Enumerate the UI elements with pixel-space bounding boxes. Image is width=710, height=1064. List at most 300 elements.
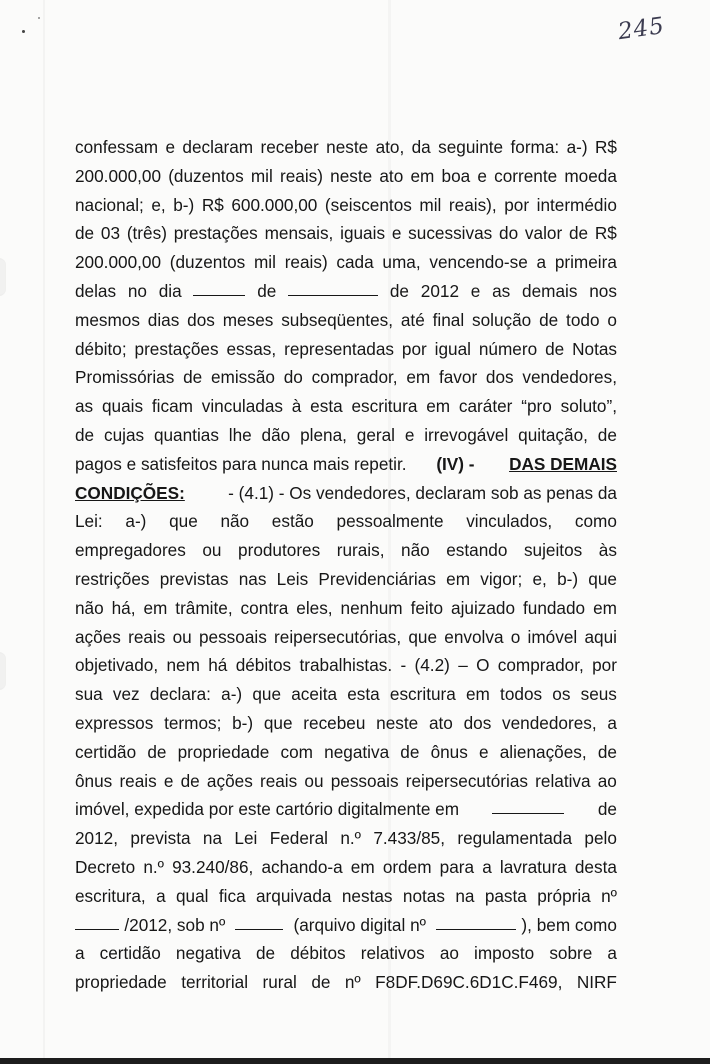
text-segment: arquivada xyxy=(256,885,332,906)
text-segment: e, xyxy=(151,194,166,215)
text-segment: pelo xyxy=(584,828,617,849)
text-segment: nestas xyxy=(341,885,393,906)
text-segment: número xyxy=(478,338,538,359)
text-line xyxy=(75,392,617,421)
text-line xyxy=(75,363,617,392)
text-segment: dão xyxy=(261,424,291,445)
text-segment: todos xyxy=(500,684,543,705)
text-segment: n.º xyxy=(340,828,361,849)
text-segment: seus xyxy=(580,684,617,705)
text-segment: sobre xyxy=(549,943,593,964)
text-segment: territorial xyxy=(181,972,249,993)
text-segment: - (4.1) - Os vendedores, declaram sob as penas da xyxy=(223,482,617,503)
text-line xyxy=(75,623,617,652)
text-segment: ônus xyxy=(75,770,113,791)
text-segment: escritura xyxy=(351,396,418,417)
text-segment: (duzentos xyxy=(168,165,244,186)
text-segment: de xyxy=(257,280,277,301)
text-segment: ações xyxy=(75,626,121,647)
text-segment: quitação, xyxy=(518,424,588,445)
text-segment: (4.2) xyxy=(414,655,450,676)
text-segment: ato, xyxy=(375,137,405,157)
text-segment: igual xyxy=(434,338,471,359)
text-segment: a xyxy=(482,856,492,877)
text-line xyxy=(75,968,617,997)
text-segment: “pro xyxy=(521,396,552,417)
text-segment: confessam xyxy=(75,137,159,157)
text-segment: pasta xyxy=(484,885,527,906)
text-segment: sujeitos xyxy=(523,540,583,561)
text-segment: esta xyxy=(347,684,380,705)
text-segment: em xyxy=(410,165,435,186)
text-segment: recebeu xyxy=(303,712,366,733)
text-segment: até xyxy=(400,309,425,330)
text-segment: regulamentada xyxy=(457,828,573,849)
text-line xyxy=(75,248,617,277)
text-segment: e xyxy=(163,770,174,791)
text-segment: por xyxy=(592,655,617,676)
text-segment: as xyxy=(492,280,511,301)
text-segment: certidão xyxy=(75,741,137,762)
text-segment: e xyxy=(477,165,487,186)
text-segment: ao xyxy=(439,943,459,964)
text-segment: de xyxy=(568,223,589,244)
text-line xyxy=(75,853,617,882)
handwritten-folio-number: 245 xyxy=(616,12,667,46)
text-segment: com xyxy=(280,741,313,762)
text-segment: dos xyxy=(485,367,514,388)
text-segment: que xyxy=(588,568,617,589)
text-segment: contra xyxy=(240,597,289,618)
text-segment: quais xyxy=(101,396,144,417)
text-segment: reais), xyxy=(448,194,497,215)
text-segment: eles, xyxy=(296,597,333,618)
text-segment: como xyxy=(574,511,617,532)
text-segment: própria xyxy=(537,885,591,906)
text-segment: intermédio xyxy=(536,194,617,215)
text-segment: Promissórias xyxy=(75,367,175,388)
text-segment: pagos e satisfeitos para nunca mais repetir. xyxy=(75,453,407,474)
text-segment: imóvel, expedida por este cartório digitalmente em xyxy=(75,799,460,820)
text-line xyxy=(75,536,617,565)
text-segment: a xyxy=(536,252,547,273)
text-line xyxy=(75,594,617,623)
text-segment: boa xyxy=(441,165,471,186)
text-line xyxy=(75,565,617,594)
text-line xyxy=(75,911,617,940)
text-segment: débitos xyxy=(235,655,292,676)
text-segment: qual xyxy=(176,885,209,906)
text-segment: subseqüentes, xyxy=(281,309,394,330)
text-segment: para xyxy=(439,856,475,877)
text-segment: trabalhistas. xyxy=(299,655,393,676)
text-segment: irrevogável xyxy=(424,424,509,445)
text-segment: demais xyxy=(522,280,578,301)
text-segment: nenhum xyxy=(340,597,403,618)
text-segment: na xyxy=(455,885,475,906)
text-segment: prestações xyxy=(134,338,219,359)
text-segment: nº xyxy=(344,972,361,993)
text-segment: solução xyxy=(471,309,532,330)
text-segment: de xyxy=(389,280,409,301)
text-segment: reais xyxy=(119,770,157,791)
text-segment: dia xyxy=(158,280,182,301)
deed-body-text xyxy=(75,133,617,997)
text-segment: mensais, xyxy=(264,223,334,244)
text-segment: de xyxy=(75,424,95,445)
text-segment: não xyxy=(401,540,430,561)
ink-speck xyxy=(22,30,25,33)
text-line xyxy=(75,939,617,968)
text-segment: em xyxy=(593,597,617,618)
text-line xyxy=(75,421,617,450)
text-segment: mesmos xyxy=(75,309,140,330)
text-segment: mil xyxy=(250,165,273,186)
text-segment: não xyxy=(220,511,250,532)
text-segment: 7.433/85, xyxy=(373,828,446,849)
fill-in-blank xyxy=(75,911,119,930)
text-segment: dias xyxy=(147,309,180,330)
text-segment: final xyxy=(432,309,465,330)
text-segment: quantias xyxy=(153,424,219,445)
text-segment: 2012, xyxy=(75,828,119,849)
text-segment: Previdenciárias xyxy=(318,568,436,589)
text-segment: representadas xyxy=(284,338,394,359)
text-segment: ordem xyxy=(382,856,432,877)
text-segment: pessoais xyxy=(330,770,399,791)
fill-in-blank xyxy=(288,277,378,296)
text-segment: a xyxy=(607,943,617,964)
text-line xyxy=(75,133,617,162)
text-segment: geral xyxy=(356,424,395,445)
text-line xyxy=(75,306,617,335)
text-segment: reais) xyxy=(280,165,323,186)
text-segment: a xyxy=(607,712,617,733)
text-segment: negativa xyxy=(324,741,390,762)
text-segment: 200.000,00 xyxy=(75,252,162,273)
text-segment: sucessivas xyxy=(408,223,493,244)
text-segment: que xyxy=(408,626,438,647)
text-segment: estando xyxy=(446,540,508,561)
text-segment: produtores xyxy=(238,540,321,561)
text-segment: receber xyxy=(260,137,319,157)
text-segment: propriedade xyxy=(75,972,167,993)
text-segment: aceita xyxy=(291,684,338,705)
text-segment: escritura xyxy=(389,684,456,705)
text-segment: débito; xyxy=(75,338,127,359)
text-segment: emissão xyxy=(210,367,275,388)
text-segment: vendedores, xyxy=(502,712,597,733)
text-segment: a-) xyxy=(125,511,147,532)
text-segment: em xyxy=(406,367,431,388)
text-segment: restrições xyxy=(75,568,150,589)
text-segment: imóvel xyxy=(527,626,578,647)
text-segment: - xyxy=(400,655,407,676)
text-segment: forma: xyxy=(510,137,560,157)
text-line xyxy=(75,479,617,508)
text-segment: a xyxy=(75,943,85,964)
scan-bottom-edge xyxy=(0,1058,710,1064)
text-segment: ações xyxy=(206,770,253,791)
text-segment: de xyxy=(311,972,331,993)
text-segment: há xyxy=(208,655,228,676)
text-segment: n.º xyxy=(143,856,164,877)
text-segment: delas xyxy=(75,280,117,301)
text-segment: não xyxy=(75,597,104,618)
text-segment: pessoais xyxy=(198,626,267,647)
text-segment: dos xyxy=(187,309,215,330)
text-segment: (IV) - xyxy=(436,453,480,474)
text-segment: b-) xyxy=(557,568,579,589)
text-segment: rural xyxy=(262,972,297,993)
text-segment: ou xyxy=(172,626,192,647)
text-segment: corrente xyxy=(494,165,558,186)
text-segment: de xyxy=(183,367,203,388)
text-segment: e xyxy=(391,223,402,244)
text-segment: do xyxy=(499,223,519,244)
text-line xyxy=(75,507,617,536)
text-segment: ficam xyxy=(151,396,193,417)
text-segment: NIRF xyxy=(576,972,617,993)
text-segment: ajuizado xyxy=(451,597,516,618)
text-segment: débitos xyxy=(290,943,346,964)
text-segment: no xyxy=(127,280,147,301)
text-segment: de xyxy=(255,943,276,964)
text-line xyxy=(75,219,617,248)
text-segment: imposto xyxy=(474,943,535,964)
text-segment: seguinte xyxy=(438,137,504,157)
text-segment: vendedores, xyxy=(522,367,617,388)
text-line xyxy=(75,335,617,364)
text-segment: termos; xyxy=(164,712,222,733)
text-segment: que xyxy=(263,712,293,733)
text-segment: o xyxy=(607,309,617,330)
text-line xyxy=(75,795,617,824)
text-segment: lavratura xyxy=(499,856,567,877)
text-segment: (três) xyxy=(126,223,167,244)
text-segment: R$ xyxy=(201,194,224,215)
text-segment: as xyxy=(75,396,94,417)
text-segment: uma, xyxy=(382,252,421,273)
text-segment: ou xyxy=(304,770,324,791)
text-segment: relativos xyxy=(360,943,425,964)
text-segment: de xyxy=(545,338,565,359)
text-segment: a-) xyxy=(566,137,588,157)
text-segment: 200.000,00 xyxy=(75,165,162,186)
text-segment: dos xyxy=(463,712,492,733)
text-line xyxy=(75,680,617,709)
text-segment: R$ xyxy=(594,223,617,244)
text-segment: todo xyxy=(566,309,600,330)
text-line xyxy=(75,882,617,911)
text-segment: reais xyxy=(259,770,298,791)
text-segment: achando-a xyxy=(261,856,343,877)
text-segment: vez xyxy=(112,684,140,705)
text-segment: comprador, xyxy=(497,655,584,676)
text-segment: Decreto xyxy=(75,856,136,877)
text-segment: previstas xyxy=(159,568,229,589)
fill-in-blank xyxy=(193,277,245,296)
text-segment: O xyxy=(476,655,490,676)
text-segment: nº xyxy=(601,885,617,906)
text-segment: ato xyxy=(428,712,453,733)
section-heading-text: CONDIÇÕES: xyxy=(75,482,185,503)
ink-speck xyxy=(38,17,40,19)
text-segment: fundado xyxy=(522,597,586,618)
text-line xyxy=(75,767,617,796)
text-segment: envolva xyxy=(444,626,504,647)
text-segment: nacional; xyxy=(75,194,144,215)
text-segment: aqui xyxy=(584,626,617,647)
text-segment: neste xyxy=(326,137,369,157)
text-segment: prestações xyxy=(173,223,258,244)
text-segment: primeira xyxy=(554,252,617,273)
text-segment: moeda xyxy=(564,165,617,186)
text-segment: e xyxy=(470,280,481,301)
text-segment: favor xyxy=(438,367,478,388)
text-segment: de xyxy=(180,770,200,791)
text-segment: em xyxy=(426,396,451,417)
text-segment: 600.000,00 xyxy=(231,194,318,215)
text-segment: cada xyxy=(336,252,374,273)
text-segment: reais xyxy=(128,626,166,647)
text-segment: em xyxy=(143,597,168,618)
text-segment: Leis xyxy=(276,568,309,589)
binder-hole-bottom xyxy=(0,652,6,690)
text-segment: que xyxy=(169,511,198,532)
text-segment: por xyxy=(401,338,427,359)
text-line xyxy=(75,651,617,680)
text-segment: vigor; xyxy=(480,568,523,589)
text-segment: há, xyxy=(111,597,136,618)
text-segment: mil xyxy=(419,194,442,215)
text-segment: Lei xyxy=(234,828,258,849)
text-segment: de xyxy=(597,424,617,445)
text-segment: empregadores xyxy=(75,540,186,561)
text-segment: trâmite, xyxy=(175,597,233,618)
text-segment: o xyxy=(510,626,521,647)
text-segment: de xyxy=(75,223,95,244)
text-segment: vinculadas xyxy=(201,396,283,417)
text-segment: certidão xyxy=(99,943,161,964)
text-segment: rurais, xyxy=(336,540,385,561)
text-segment: esta xyxy=(310,396,343,417)
text-segment: a-) xyxy=(221,684,243,705)
text-segment: objetivado, xyxy=(75,655,159,676)
text-segment: neste xyxy=(376,712,419,733)
text-segment: meses xyxy=(222,309,274,330)
text-segment: declaram xyxy=(182,137,254,157)
text-segment: ou xyxy=(202,540,222,561)
text-segment: ato xyxy=(379,165,404,186)
text-segment: ao xyxy=(597,770,617,791)
text-segment: e, xyxy=(532,568,547,589)
text-segment: reais) xyxy=(284,252,328,273)
text-line xyxy=(75,824,617,853)
text-segment: plena, xyxy=(300,424,347,445)
text-segment: de xyxy=(539,309,559,330)
scan-fold-shadow-left xyxy=(43,0,45,1064)
text-line xyxy=(75,738,617,767)
text-line xyxy=(75,162,617,191)
text-segment: às xyxy=(598,540,617,561)
text-segment: ), bem como xyxy=(521,914,617,935)
text-segment: neste xyxy=(330,165,373,186)
section-heading-text: DAS DEMAIS xyxy=(509,453,617,474)
text-segment: ônus xyxy=(430,741,468,762)
text-segment: 03 xyxy=(100,223,121,244)
text-segment: nem xyxy=(166,655,200,676)
text-segment: propriedade xyxy=(177,741,270,762)
text-segment: da xyxy=(411,137,431,157)
text-segment: soluto”, xyxy=(560,396,617,417)
text-segment: estão xyxy=(271,511,314,532)
text-segment: que xyxy=(252,684,282,705)
text-line xyxy=(75,191,617,220)
text-segment: F8DF.D69C.6D1C.F469, xyxy=(375,972,563,993)
text-segment: R$ xyxy=(594,137,617,157)
text-segment: e xyxy=(479,741,489,762)
text-segment: essas, xyxy=(226,338,277,359)
binder-hole-top xyxy=(0,258,6,296)
text-segment: desta xyxy=(574,856,617,877)
text-segment: – xyxy=(458,655,468,676)
fill-in-blank xyxy=(436,911,516,930)
text-segment: vinculados, xyxy=(466,511,553,532)
text-segment: lhe xyxy=(228,424,252,445)
text-segment: os xyxy=(552,684,571,705)
text-segment: na xyxy=(202,828,223,849)
text-segment: Federal xyxy=(269,828,328,849)
text-segment: prevista xyxy=(130,828,191,849)
text-segment: feito xyxy=(410,597,444,618)
text-segment: vencendo-se xyxy=(429,252,528,273)
text-segment: fica xyxy=(218,885,246,906)
text-segment: notas xyxy=(402,885,445,906)
text-segment: relativa xyxy=(535,770,591,791)
text-line xyxy=(75,450,617,479)
text-segment: de xyxy=(597,741,617,762)
text-segment: sua xyxy=(75,684,103,705)
text-segment: comprador, xyxy=(311,367,398,388)
text-segment: alienações, xyxy=(499,741,587,762)
text-segment: a xyxy=(156,885,166,906)
text-segment: e xyxy=(165,137,176,157)
text-segment: negativa xyxy=(175,943,241,964)
text-segment: (arquivo digital nº xyxy=(288,914,431,935)
text-segment: /2012, sob nº xyxy=(124,914,231,935)
text-line xyxy=(75,277,617,306)
text-segment: à xyxy=(291,396,302,417)
text-segment: expressos xyxy=(75,712,154,733)
text-segment: (duzentos xyxy=(169,252,246,273)
text-segment: 93.240/86, xyxy=(172,856,254,877)
text-segment: 2012 xyxy=(420,280,460,301)
text-segment: de xyxy=(400,741,420,762)
text-segment: e xyxy=(404,424,415,445)
text-segment: nos xyxy=(589,280,617,301)
text-segment: escritura, xyxy=(75,885,146,906)
text-segment: por xyxy=(504,194,530,215)
text-segment: mil xyxy=(253,252,276,273)
text-segment: pessoalmente xyxy=(336,511,444,532)
text-segment: de xyxy=(597,799,617,820)
fill-in-blank xyxy=(492,795,564,814)
text-segment: declara: xyxy=(149,684,211,705)
fill-in-blank xyxy=(235,911,283,930)
text-segment: de xyxy=(147,741,167,762)
text-segment: b-) xyxy=(173,194,195,215)
